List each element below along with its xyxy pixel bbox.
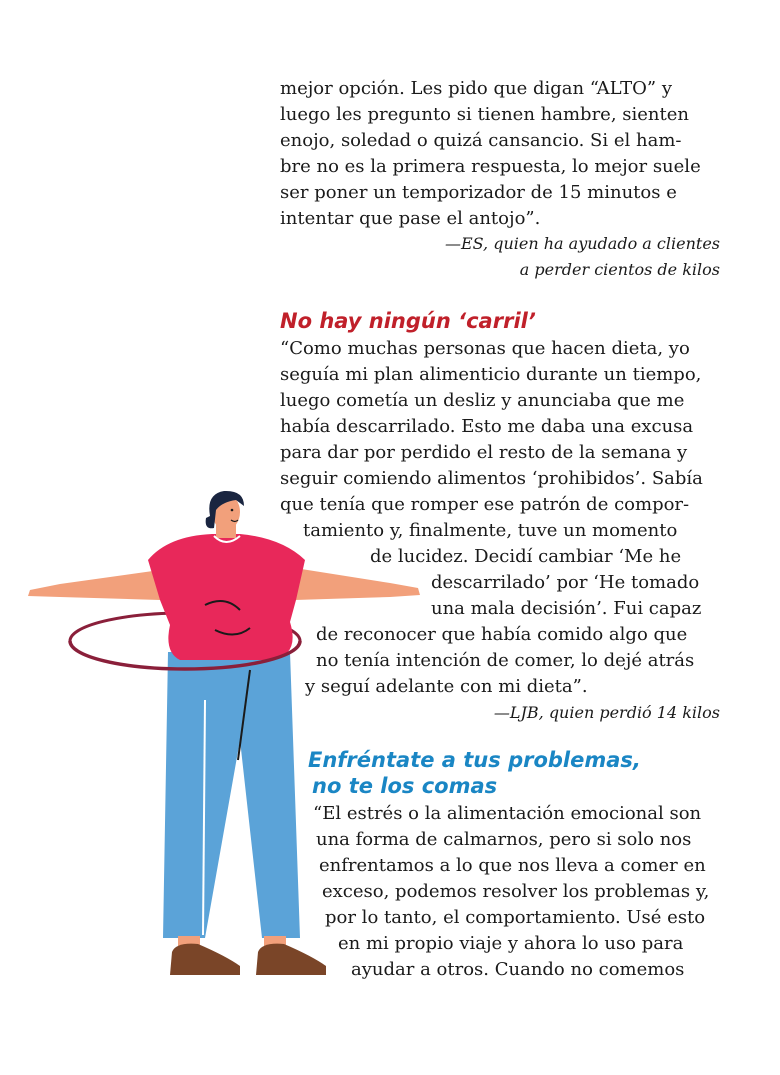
body-line: luego les pregunto si tienen hambre, sienten: [280, 104, 689, 125]
body-line: enojo, soledad o quizá cansancio. Si el ham-: [280, 130, 682, 151]
body-line: descarrilado’ por ‘He tomado: [431, 572, 700, 593]
body-line: no tenía intención de comer, lo dejé atrás: [316, 650, 695, 671]
body-line: exceso, podemos resolver los problemas y,: [322, 881, 710, 902]
attribution: a perder cientos de kilos: [519, 260, 720, 279]
body-line: “El estrés o la alimentación emocional son: [313, 803, 702, 824]
body-line: y seguí adelante con mi dieta”.: [305, 676, 588, 697]
section-heading: No hay ningún ‘carril’: [280, 309, 536, 333]
left-arm: [28, 570, 160, 600]
body-line: de lucidez. Decidí cambiar ‘Me he: [370, 546, 682, 567]
body-line: había descarrilado. Esto me daba una excusa: [280, 416, 694, 437]
body-line: bre no es la primera respuesta, lo mejor suele: [280, 156, 701, 177]
pants: [163, 652, 300, 938]
body-line: enfrentamos a lo que nos lleva a comer en: [319, 855, 706, 876]
body-line: de reconocer que había comido algo que: [316, 624, 688, 645]
shirt: [148, 534, 305, 660]
left-shoe: [170, 944, 240, 975]
body-line: “Como muchas personas que hacen dieta, yo: [280, 338, 690, 359]
body-line: una forma de calmarnos, pero si solo nos: [316, 829, 692, 850]
right-shoe: [256, 944, 326, 975]
body-line: seguía mi plan alimenticio durante un tiempo,: [280, 364, 702, 385]
attribution: —LJB, quien perdió 14 kilos: [493, 703, 720, 722]
section-heading: no te los comas: [312, 774, 498, 798]
body-line: ayudar a otros. Cuando no comemos: [351, 959, 685, 980]
body-line: luego cometía un desliz y anunciaba que me: [280, 390, 685, 411]
body-line: ser poner un temporizador de 15 minutos e: [280, 182, 677, 203]
right-arm: [295, 568, 420, 600]
body-line: en mi propio viaje y ahora lo uso para: [338, 933, 684, 954]
body-line: mejor opción. Les pido que digan “ALTO” y: [280, 78, 673, 99]
body-line: intentar que pase el antojo”.: [280, 208, 541, 229]
body-line: una mala decisión’. Fui capaz: [431, 598, 702, 619]
body-line: por lo tanto, el comportamiento. Usé esto: [325, 907, 706, 928]
body-line: tamiento y, finalmente, tuve un momento: [303, 520, 678, 541]
body-line: para dar por perdido el resto de la semana y: [280, 442, 688, 463]
body-line: que tenía que romper ese patrón de compor-: [280, 494, 690, 515]
attribution: —ES, quien ha ayudado a clientes: [444, 234, 720, 253]
section-heading: Enfréntate a tus problemas,: [308, 748, 641, 772]
body-line: seguir comiendo alimentos ‘prohibidos’. Sabía: [280, 468, 703, 489]
